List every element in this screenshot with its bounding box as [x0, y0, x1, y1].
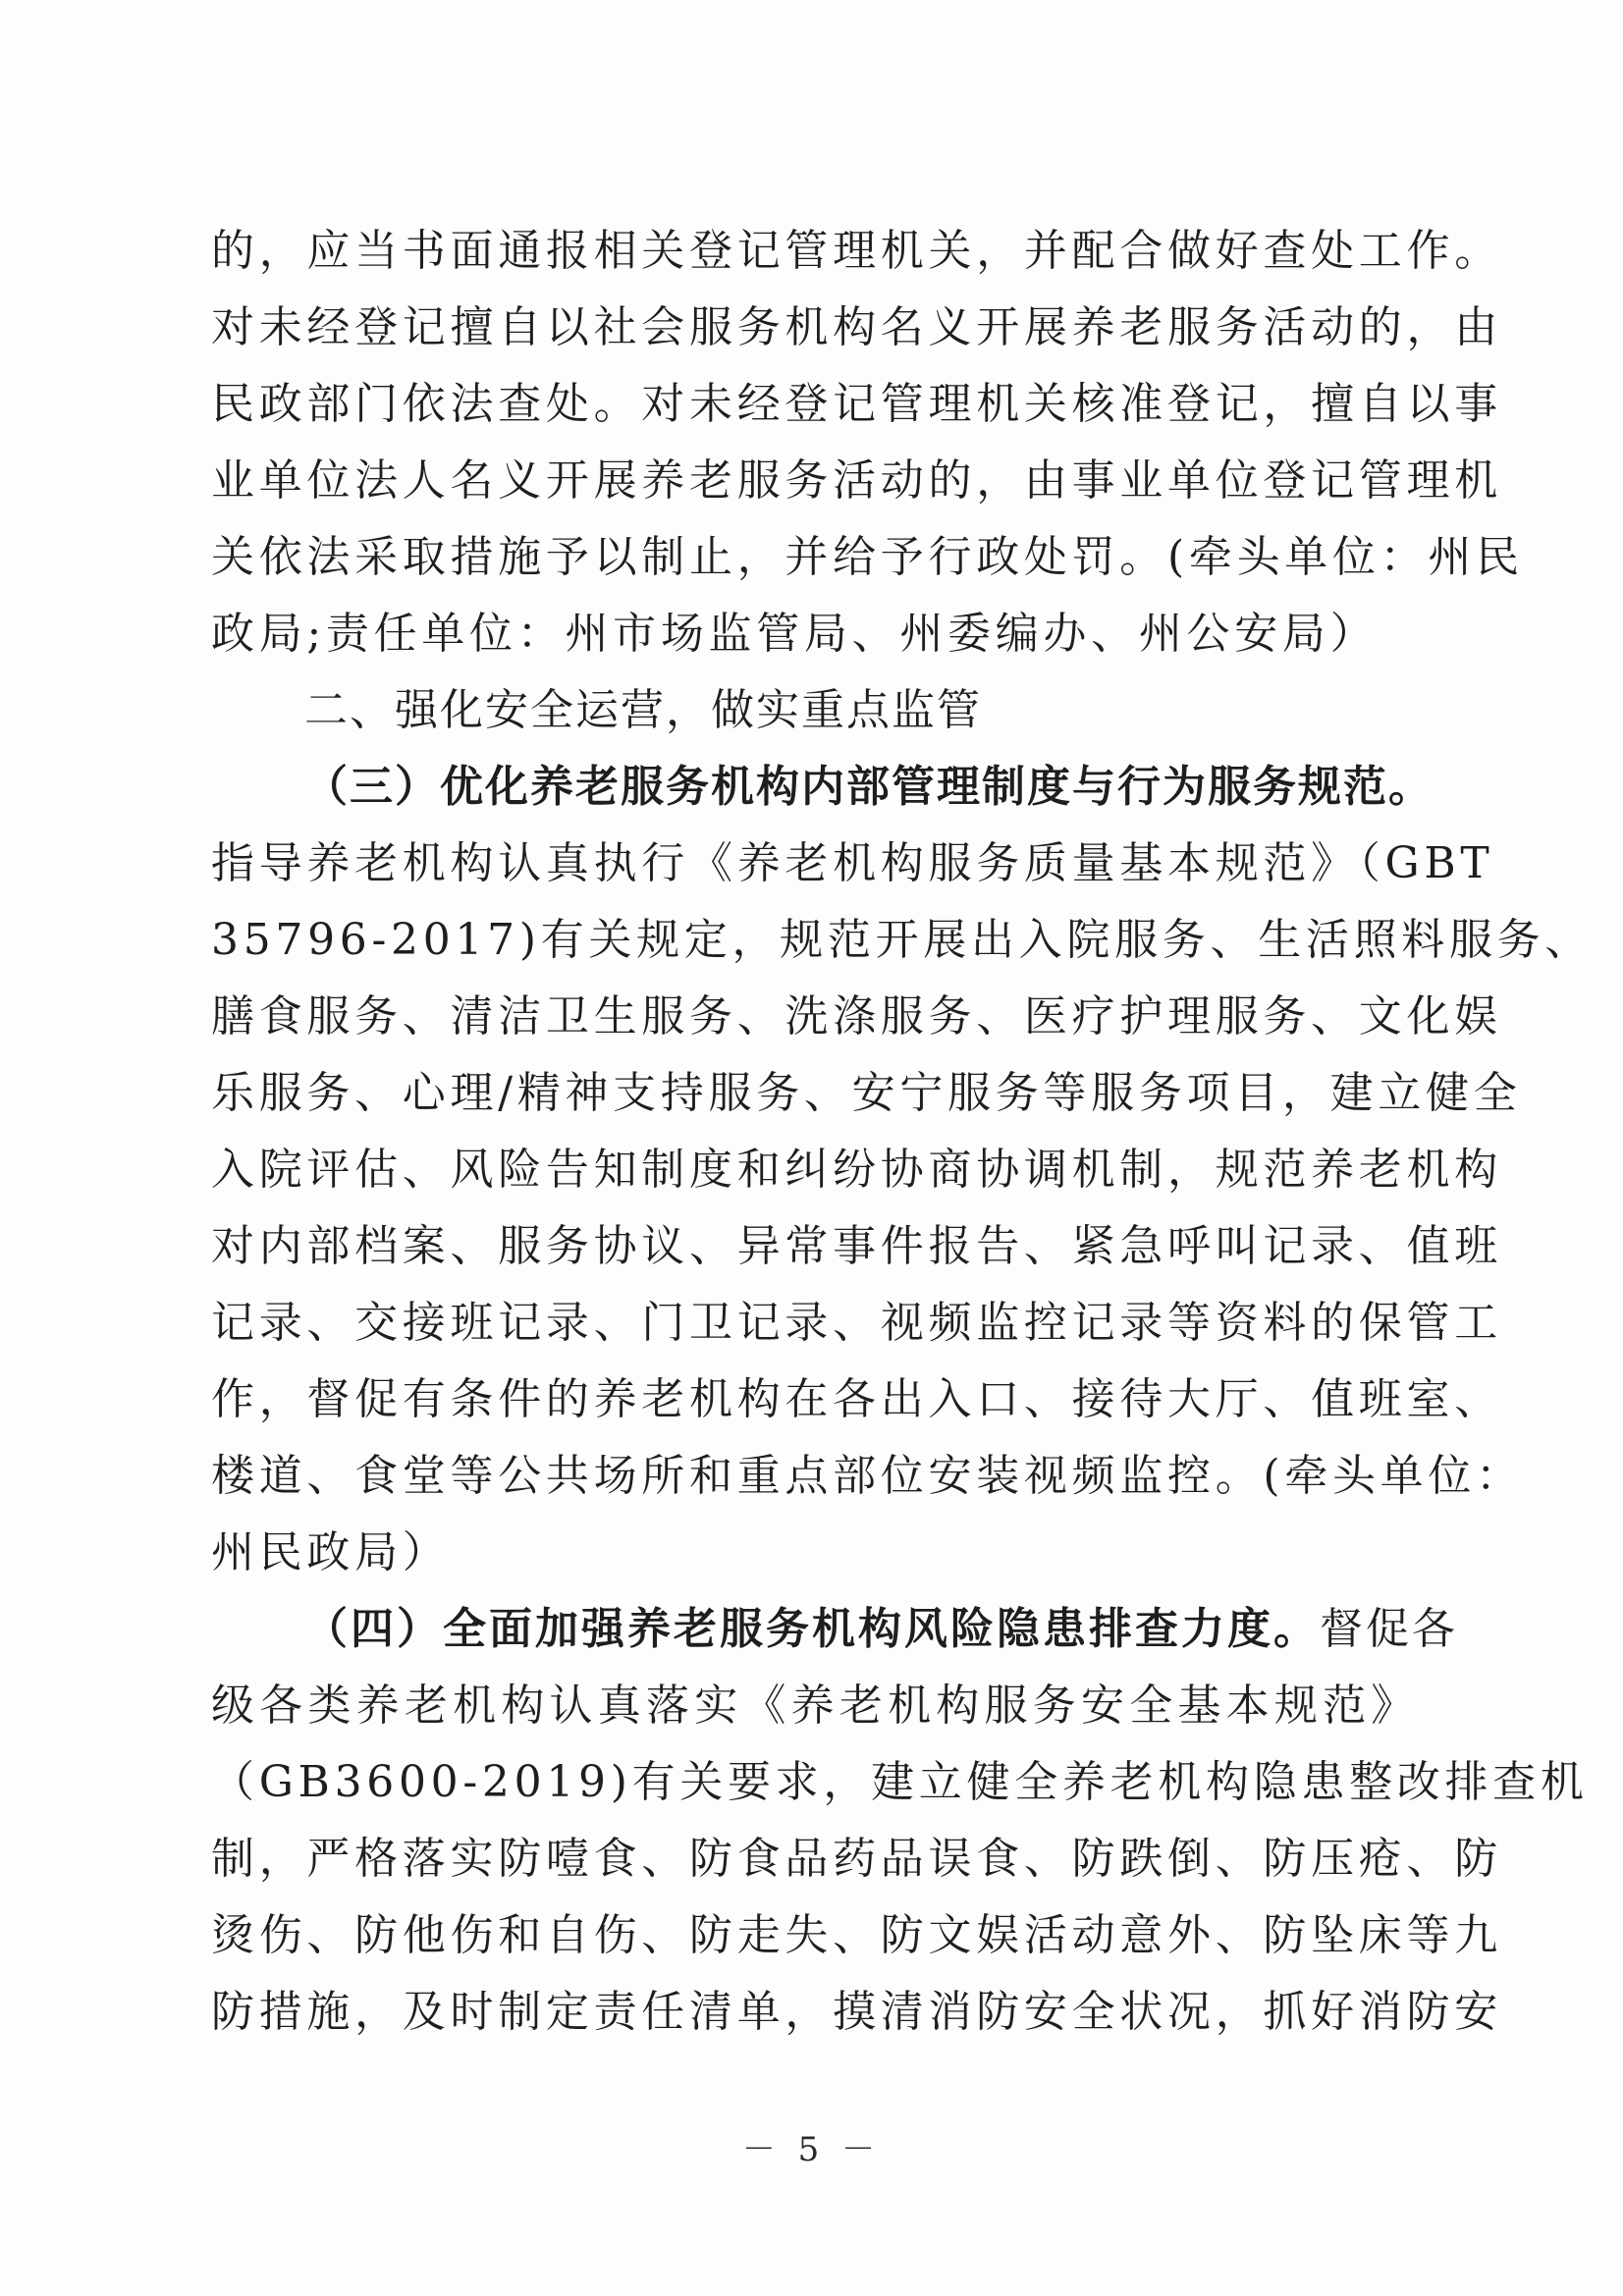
paragraph-line: 乐服务、心理/精神支持服务、安宁服务等服务项目，建立健全: [211, 1068, 1522, 1118]
paragraph-line: 政局;责任单位：州市场监管局、州委编办、州公安局）: [211, 609, 1379, 659]
paragraph-line: 烫伤、防他伤和自伤、防走失、防文娱活动意外、防坠床等九: [211, 1910, 1502, 1960]
paragraph-line: 对内部档案、服务协议、异常事件报告、紧急呼叫记录、值班: [211, 1221, 1502, 1271]
item-four-title: （四）全面加强养老服务机构风险隐患排查力度。: [304, 1604, 1320, 1654]
paragraph-line: 制，严格落实防噎食、防食品药品误食、防跌倒、防压疮、防: [211, 1834, 1502, 1884]
paragraph-line: 指导养老机构认真执行《养老机构服务质量基本规范》（GBT: [211, 838, 1494, 888]
paragraph-line: 防措施，及时制定责任清单，摸清消防安全状况，抓好消防安: [211, 1987, 1502, 2037]
section-heading: 二、强化安全运营，做实重点监管: [304, 685, 982, 735]
paragraph-line: 楼道、食堂等公共场所和重点部位安装视频监控。(牵头单位：: [211, 1451, 1524, 1501]
paragraph-line: 35796-2017)有关规定，规范开展出入院服务、生活照料服务、: [211, 915, 1594, 965]
paragraph-line: 的，应当书面通报相关登记管理机关，并配合做好查处工作。: [211, 226, 1502, 276]
paragraph-line: 入院评估、风险告知制度和纠纷协商协调机制，规范养老机构: [211, 1145, 1502, 1195]
paragraph-line: 作，督促有条件的养老机构在各出入口、接待大厅、值班室、: [211, 1374, 1502, 1424]
paragraph-line: 记录、交接班记录、门卫记录、视频监控记录等资料的保管工: [211, 1298, 1502, 1348]
paragraph-line: 州民政局）: [211, 1527, 451, 1577]
paragraph-line: 膳食服务、清洁卫生服务、洗涤服务、医疗护理服务、文化娱: [211, 991, 1502, 1041]
page-number: － 5 －: [741, 2130, 882, 2169]
paragraph-line: 对未经登记擅自以社会服务机构名义开展养老服务活动的，由: [211, 302, 1502, 352]
paragraph-line: 关依法采取措施予以制止，并给予行政处罚。(牵头单位：州民: [211, 532, 1524, 582]
item-three-title: （三）优化养老服务机构内部管理制度与行为服务规范。: [304, 762, 1434, 812]
paragraph-line: （GB3600-2019)有关要求，建立健全养老机构隐患整改排查机: [211, 1757, 1589, 1807]
paragraph-line: 级各类养老机构认真落实《养老机构服务安全基本规范》: [211, 1681, 1419, 1731]
paragraph-line: 民政部门依法查处。对未经登记管理机关核准登记，擅自以事: [211, 379, 1502, 429]
paragraph-line: 业单位法人名义开展养老服务活动的，由事业单位登记管理机: [211, 455, 1502, 506]
item-four-title-row: [304, 1602, 1458, 1657]
item-four-title-tail: 督促各: [1320, 1604, 1458, 1654]
